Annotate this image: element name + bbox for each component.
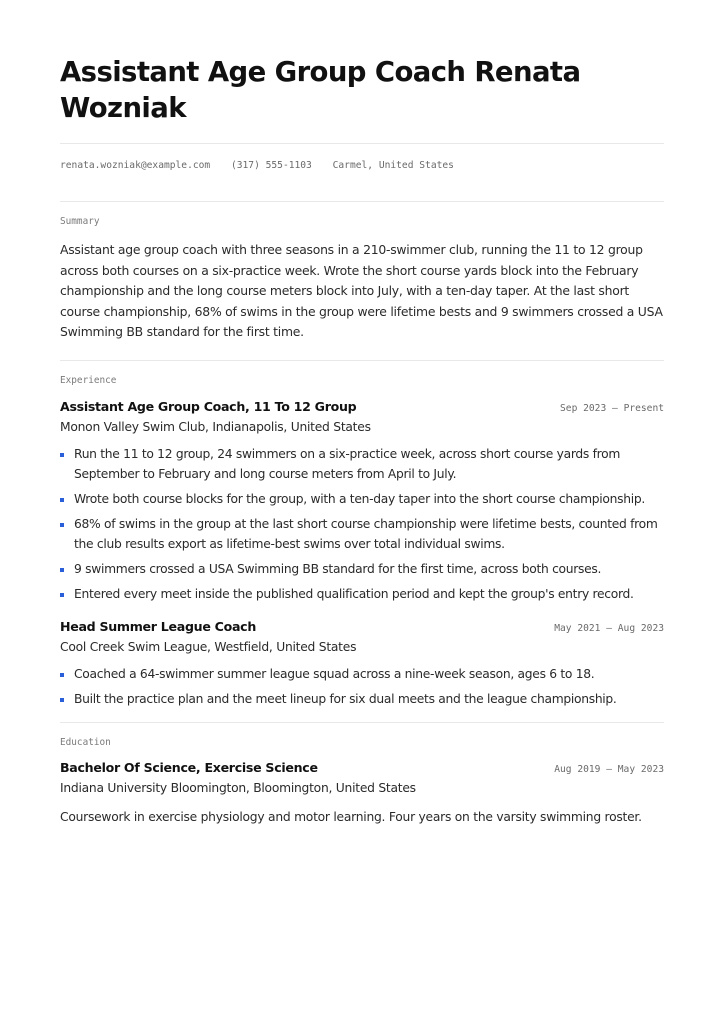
bullet-item [60,559,664,579]
bullet-square-icon [60,698,64,702]
bullet-item [60,689,664,709]
bullet-text: 68% of swims in the group at the last short course championship were lifetime bests, counted from the club results export as lifetime-best swims over total individual swims. [74,516,658,551]
bullet-text: Wrote both course blocks for the group, with a ten-day taper into the short course championship. [74,491,645,506]
bullet-item [60,444,664,484]
job-title: Head Summer League Coach [60,618,256,634]
resume-content [60,54,664,827]
job-header [60,617,664,637]
contact-divider [60,201,664,202]
education-dates: Aug 2019 — May 2023 [554,763,664,775]
job-title: Assistant Age Group Coach, 11 To 12 Group [60,398,357,414]
bullet-item [60,664,664,684]
experience-entry [60,397,664,604]
header-divider [60,143,664,144]
bullet-text: Entered every meet inside the published qualification period and kept the group's entry record. [74,586,634,601]
bullet-item [60,489,664,509]
bullet-item [60,514,664,554]
bullet-text: 9 swimmers crossed a USA Swimming BB standard for the first time, across both courses. [74,561,602,576]
bullet-square-icon [60,453,64,457]
bullet-text: Run the 11 to 12 group, 24 swimmers on a six-practice week, across short course yards from September to February and long course meters from April to July. [74,446,621,481]
bullet-square-icon [60,593,64,597]
bullet-text: Coached a 64-swimmer summer league squad across a nine-week season, ages 6 to 18. [74,666,595,681]
contact-line [60,160,664,172]
job-dates: May 2021 — Aug 2023 [554,622,664,634]
job-bullets [60,444,664,604]
bullet-square-icon [60,673,64,677]
experience-heading: Experience [60,374,117,386]
education-header [60,758,664,778]
job-dates: Sep 2023 — Present [560,402,664,414]
bullet-text: Built the practice plan and the meet lineup for six dual meets and the league championship. [74,691,617,706]
summary-divider [60,360,664,361]
job-organization: Cool Creek Swim League, Westfield, United States [60,639,357,654]
job-bullets [60,664,664,709]
summary-heading: Summary [60,216,100,227]
degree-title: Bachelor Of Science, Exercise Science [60,759,318,775]
bullet-square-icon [60,568,64,572]
summary-text: Assistant age group coach with three seasons in a 210-swimmer club, running the 11 to 12 group across both courses on a six-practice week. Wrote the short course yards block into the February championship and the long course meters block into July, with a ten-day taper. At the last short course championship, 68% of swims in the group were lifetime bests and 9 swimmers crossed a USA Swimming BB standard for the first time. [60,242,663,339]
candidate-name: Assistant Age Group Coach Renata Wozniak [60,56,581,124]
bullet-square-icon [60,498,64,502]
education-entry [60,758,664,827]
education-note: Coursework in exercise physiology and motor learning. Four years on the varsity swimming roster. [60,809,642,824]
job-organization: Monon Valley Swim Club, Indianapolis, United States [60,419,371,434]
job-header [60,397,664,417]
contact-email[interactable]: renata.wozniak@example.com [60,160,211,171]
experience-entry [60,617,664,709]
education-heading: Education [60,736,111,748]
bullet-square-icon [60,523,64,527]
bullet-item [60,584,664,604]
contact-location: Carmel, United States [332,160,454,171]
experience-divider [60,722,664,723]
school-name: Indiana University Bloomington, Bloomington, United States [60,780,416,795]
contact-phone[interactable]: (317) 555-1103 [230,160,312,171]
